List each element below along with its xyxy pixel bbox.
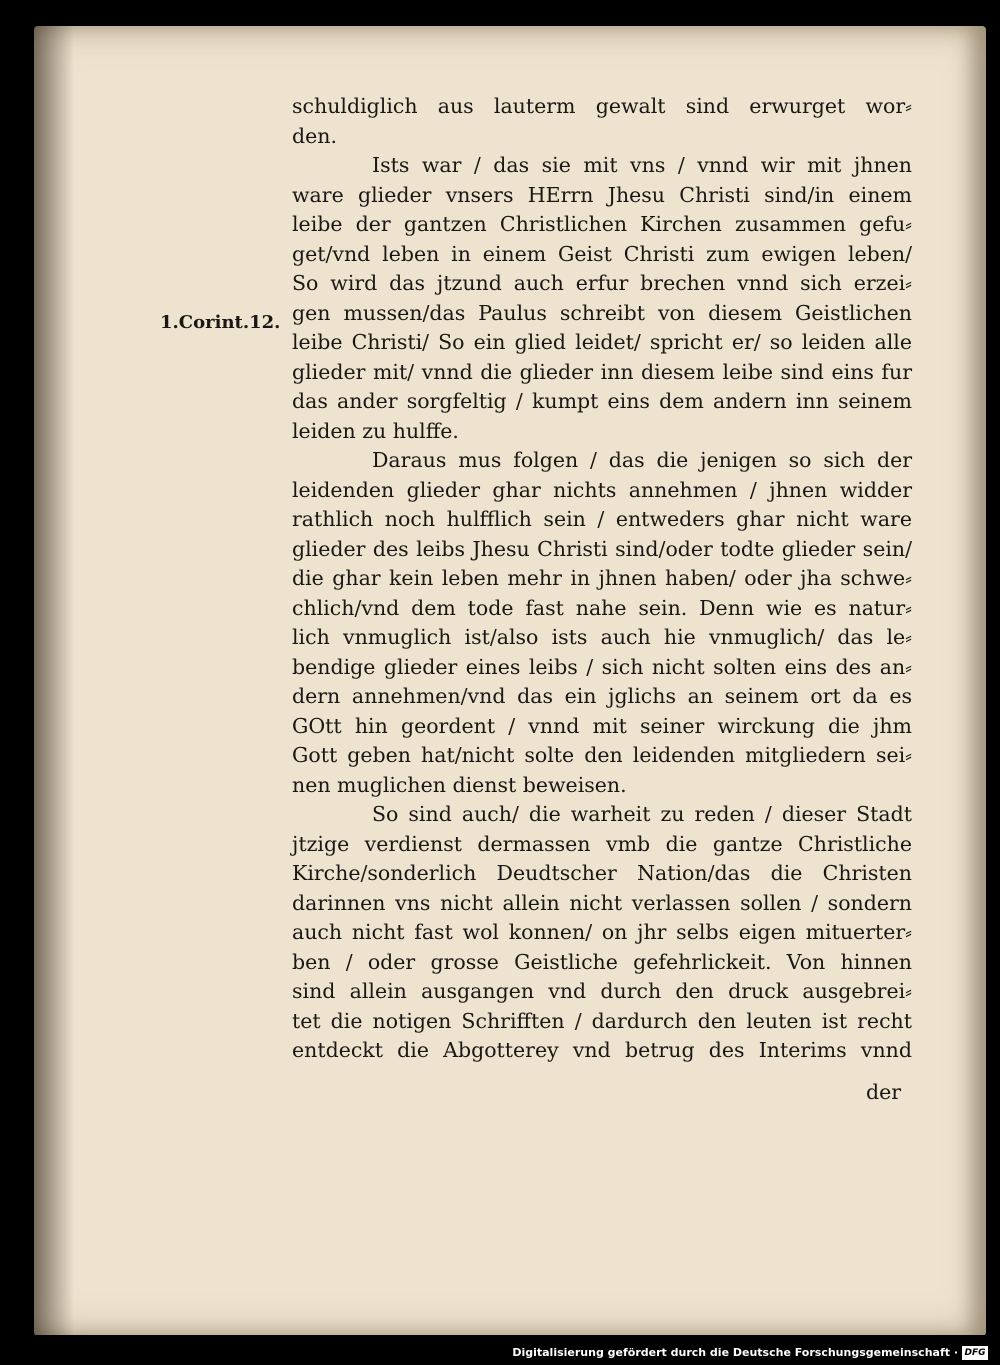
margin-note: 1.Corint.12. bbox=[160, 312, 281, 333]
text-line: den. bbox=[292, 123, 337, 148]
text-line: Daraus mus folgen / das die jenigen so sich der bbox=[372, 448, 912, 472]
text-line: lich vnmuglich ist/also ists auch hie vnmuglich/ das le⸗ bbox=[292, 625, 912, 649]
text-line: GOtt hin geordent / vnnd mit seiner wirckung die jhm bbox=[292, 713, 912, 738]
text-line: entdeckt die Abgotterey vnd betrug des Interims vnnd bbox=[292, 1038, 912, 1062]
text-line: bendige glieder eines leibs / sich nicht solten eins des an⸗ bbox=[292, 654, 912, 679]
text-line: leiden zu hulffe. bbox=[292, 418, 459, 443]
text-line: So sind auch/ die warheit zu reden / dieser Stadt bbox=[372, 802, 912, 826]
text-line: jtzige verdienst dermassen vmb die gantze Christliche bbox=[292, 831, 912, 856]
text-line: ben / oder grosse Geistliche gefehrlickeit. Von hinnen bbox=[292, 949, 912, 974]
text-line: das ander sorgfeltig / kumpt eins dem andern inn seinem bbox=[292, 389, 912, 413]
text-line: auch nicht fast wol konnen/ on jhr selbs eigen mituerter⸗ bbox=[292, 920, 912, 944]
text-line: Kirche/sonderlich Deudtscher Nation/das die Christen bbox=[292, 861, 912, 885]
text-line: Ists war / das sie mit vns / vnnd wir mit jhnen bbox=[372, 153, 912, 177]
text-line: chlich/vnd dem tode fast nahe sein. Denn wie es natur⸗ bbox=[292, 595, 912, 620]
footer-bar bbox=[0, 1335, 1000, 1365]
text-line: die ghar kein leben mehr in jhnen haben/ oder jha schwe⸗ bbox=[292, 566, 912, 590]
text-line: gen mussen/das Paulus schreibt von diesem Geistlichen bbox=[292, 300, 912, 325]
catchword: der bbox=[866, 1080, 902, 1104]
text-line: tet die notigen Schrifften / dardurch den leuten ist recht bbox=[292, 1008, 912, 1033]
text-line: nen muglichen dienst beweisen. bbox=[292, 772, 627, 797]
page-gutter-shadow bbox=[34, 26, 74, 1336]
text-line: So wird das jtzund auch erfur brechen vnnd sich erzei⸗ bbox=[292, 271, 912, 295]
text-line: leibe der gantzen Christlichen Kirchen zusammen gefu⸗ bbox=[292, 212, 912, 236]
text-line: dern annehmen/vnd das ein jglichs an seinem ort da es bbox=[292, 684, 912, 708]
text-line: get/vnd leben in einem Geist Christi zum ewigen leben/ bbox=[292, 241, 912, 266]
dfg-logo-icon: DFG bbox=[962, 1346, 988, 1360]
text-line: sind allein ausgangen vnd durch den druck ausgebrei⸗ bbox=[292, 979, 912, 1003]
text-line: leidenden glieder ghar nichts annehmen / jhnen widder bbox=[292, 477, 912, 502]
text-line: leibe Christi/ So ein glied leidet/ spricht er/ so leiden alle bbox=[292, 330, 912, 354]
funding-credit: Digitalisierung gefördert durch die Deutsche Forschungsgemeinschaft · bbox=[512, 1346, 958, 1359]
text-line: glieder mit/ vnnd die glieder inn diesem leibe sind eins fur bbox=[292, 359, 912, 384]
text-line: darinnen vns nicht allein nicht verlassen sollen / sondern bbox=[292, 890, 912, 915]
text-line: ware glieder vnsers HErrn Jhesu Christi sind/in einem bbox=[292, 182, 912, 207]
body-text bbox=[292, 92, 912, 1066]
text-line: schuldiglich aus lauterm gewalt sind erwurget wor⸗ bbox=[292, 94, 912, 118]
text-line: glieder des leibs Jhesu Christi sind/oder todte glieder sein/ bbox=[292, 536, 912, 561]
text-line: Gott geben hat/nicht solte den leidenden mitgliedern sei⸗ bbox=[292, 743, 912, 767]
text-line: rathlich noch hulfflich sein / entweders ghar nicht ware bbox=[292, 507, 912, 531]
